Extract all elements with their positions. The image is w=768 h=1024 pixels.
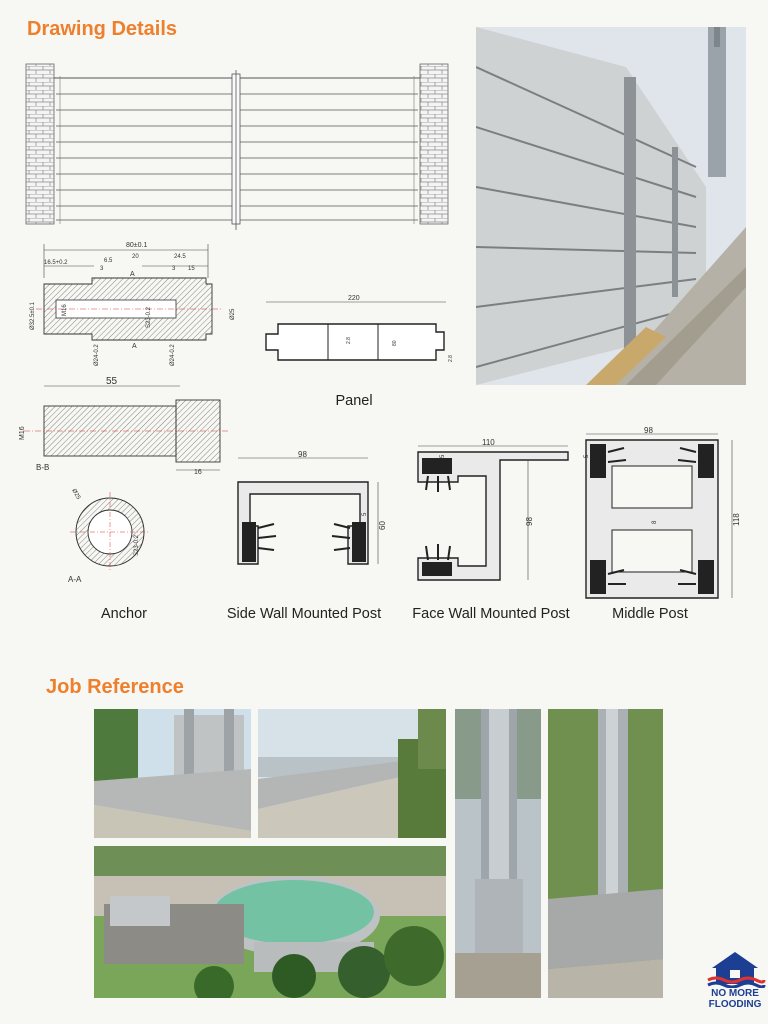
dim-section-inner: S23-0.2 xyxy=(134,534,140,556)
anchor-bolt-drawing xyxy=(10,372,240,482)
dim-middle-post-width: 98 xyxy=(644,426,653,435)
dim-anchor-m16: M16 xyxy=(62,304,68,316)
dim-anchor-dia-bottom1: Ø24-0.2 xyxy=(94,344,100,366)
dim-anchor-d5: 3 xyxy=(172,266,176,272)
dim-anchor-d1: 6.5 xyxy=(104,258,113,264)
anchor-caption: Anchor xyxy=(101,606,147,622)
face-wall-post-caption: Face Wall Mounted Post xyxy=(412,606,570,622)
drawing-details-heading: Drawing Details xyxy=(27,18,178,40)
elevation-drawing xyxy=(22,58,454,234)
dim-anchor-inner: S23-0.2 xyxy=(146,306,152,328)
dim-panel-flange: 2.8 xyxy=(448,355,454,362)
dim-panel-wall: 2.8 xyxy=(346,337,352,344)
dim-side-post-gap: 5 xyxy=(362,512,368,516)
section-aa-label: A-A xyxy=(68,575,82,584)
job-photo-gate-wall xyxy=(94,709,251,838)
job-photo-pool xyxy=(94,846,446,998)
anchor-detail-drawing xyxy=(22,238,246,370)
dim-middle-post-gap: 5 xyxy=(584,454,590,458)
dim-anchor-d3: 20 xyxy=(132,254,139,260)
dim-section-dia: Ø25 xyxy=(70,488,82,501)
section-mark-a-bottom: A xyxy=(132,343,137,350)
section-mark-a: A xyxy=(130,271,135,278)
dim-side-post-height: 60 xyxy=(378,521,387,530)
dim-anchor-overall: 80±0.1 xyxy=(126,242,148,249)
dim-panel-width: 220 xyxy=(348,295,360,302)
panel-caption: Panel xyxy=(335,393,373,409)
dim-anchor-d2: 3 xyxy=(100,266,104,272)
job-photo-post-closeup xyxy=(455,709,541,998)
anchor-section-drawing xyxy=(62,476,162,586)
job-reference-heading: Job Reference xyxy=(46,676,184,698)
dim-anchor-d4: 24.5 xyxy=(174,254,186,260)
installed-wall-photo xyxy=(476,27,746,385)
dim-middle-post-height: 118 xyxy=(732,513,741,526)
face-wall-post-drawing xyxy=(408,436,570,586)
job-photo-riverside xyxy=(258,709,446,838)
middle-post-caption: Middle Post xyxy=(612,606,688,622)
logo-line1: NO MORE xyxy=(711,988,759,999)
dim-anchor-dia-right: Ø25 xyxy=(230,308,236,320)
job-photo-post-wall xyxy=(548,709,663,998)
section-bb-label: B-B xyxy=(36,463,50,472)
dim-bolt-thread: M16 xyxy=(19,426,26,440)
middle-post-drawing xyxy=(578,426,742,606)
no-more-flooding-logo xyxy=(704,950,766,1020)
dim-panel-height: 80 xyxy=(392,340,398,346)
panel-profile-drawing xyxy=(256,292,458,372)
side-wall-post-caption: Side Wall Mounted Post xyxy=(226,606,382,622)
dim-middle-post-center: 8 xyxy=(652,520,658,524)
house-wave-icon xyxy=(704,950,766,988)
dim-face-post-width: 110 xyxy=(482,438,495,447)
dim-anchor-dia-bottom2: Ø24-0.2 xyxy=(170,344,176,366)
dim-anchor-d6: 15 xyxy=(188,266,195,272)
logo-line2: FLOODING xyxy=(708,999,762,1010)
dim-bolt-head: 16 xyxy=(194,469,202,476)
dim-face-post-height: 98 xyxy=(525,517,534,526)
dim-face-post-gap: 5 xyxy=(440,454,446,458)
dim-anchor-left: 16.5+0.2 xyxy=(44,260,68,266)
dim-bolt-length: 55 xyxy=(106,376,118,387)
dim-anchor-dia-left: Ø32.5±0.1 xyxy=(30,302,36,330)
dim-side-post-width: 98 xyxy=(298,450,307,459)
side-wall-post-drawing xyxy=(228,446,388,576)
